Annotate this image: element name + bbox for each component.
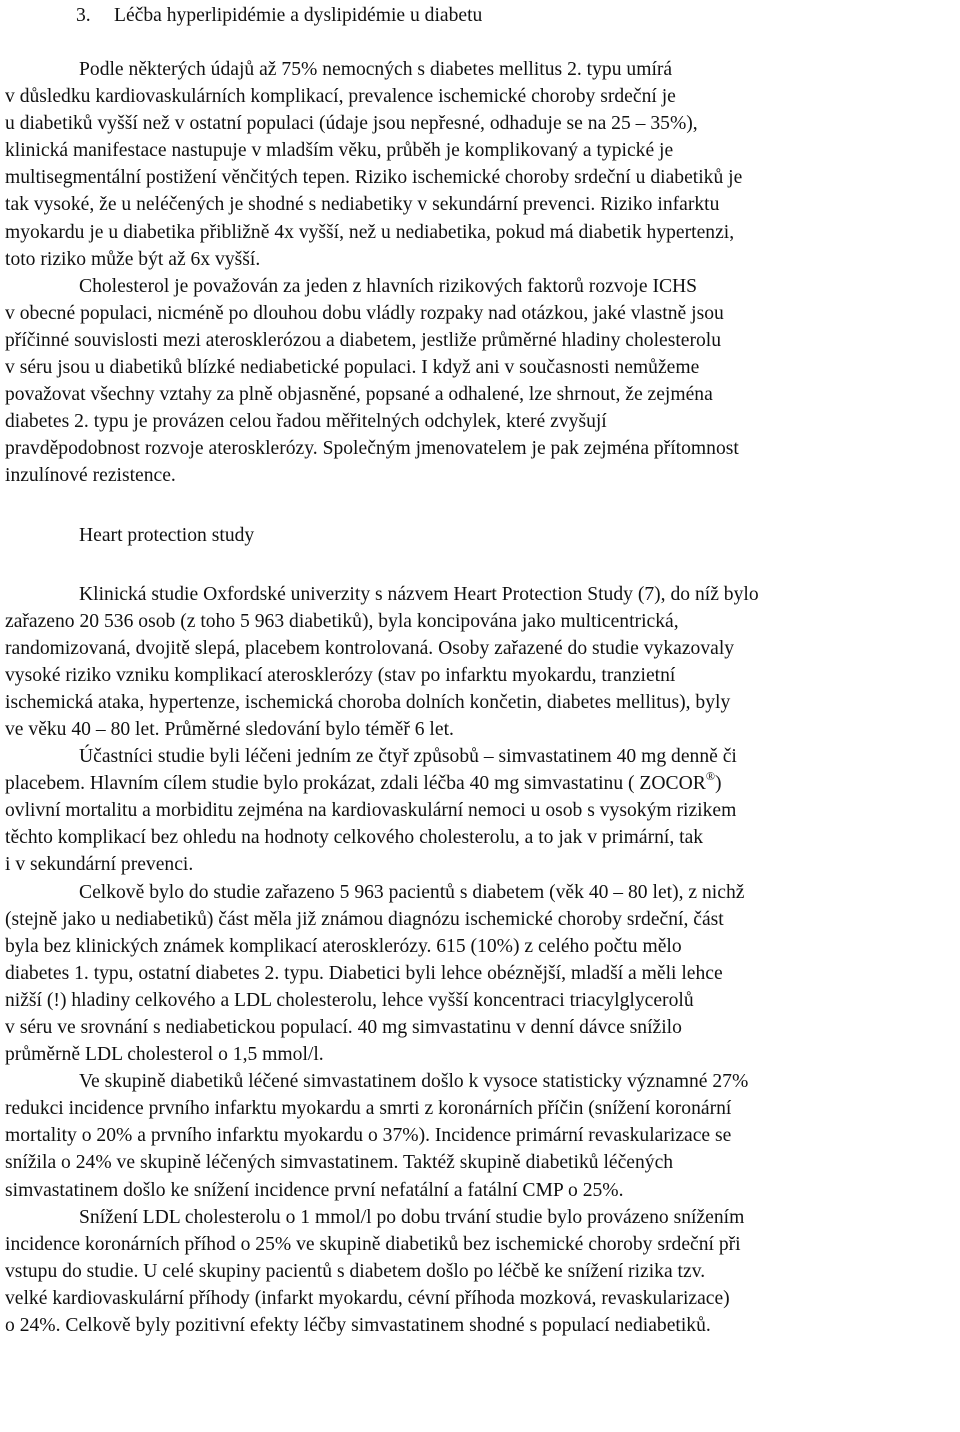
paragraph-line: příčinné souvislosti mezi aterosklerózou a diabetem, jestliže průměrné hladiny cholesterolu (5, 329, 722, 351)
paragraph-line: diabetes 1. typu, ostatní diabetes 2. typu. Diabetici byli lehce obéznější, mladší a měli lehce (5, 962, 723, 984)
paragraph-line: Cholesterol je považován za jeden z hlavních rizikových faktorů rozvoje ICHS (79, 275, 698, 297)
paragraph-line: vstupu do studie. U celé skupiny pacientů s diabetem došlo po léčbě ke snížení rizika tzv. (5, 1260, 706, 1282)
section-number: 3. (76, 5, 91, 26)
paragraph-line: mortality o 20% a prvního infarktu myokardu o 37%). Incidence primární revaskularizace se (5, 1125, 732, 1147)
paragraph-line: snížila o 24% ve skupině léčených simvastatinem. Taktéž skupině diabetiků léčených (5, 1152, 674, 1174)
paragraph-line: incidence koronárních příhod o 25% ve skupině diabetiků bez ischemické choroby srdeční při (5, 1233, 741, 1255)
paragraph-line: Klinická studie Oxfordské univerzity s názvem Heart Protection Study (7), do níž bylo (79, 583, 759, 605)
paragraph-line: pravděpodobnost rozvoje aterosklerózy. Společným jmenovatelem je pak zejména přítomnost (5, 438, 739, 460)
trademark-symbol: ® (705, 769, 715, 784)
paragraph-line: simvastatinem došlo ke snížení incidence první nefatální a fatální CMP o 25%. (5, 1179, 624, 1201)
paragraph-line: v důsledku kardiovaskulárních komplikací, prevalence ischemické choroby srdeční je (5, 86, 676, 108)
paragraph-line: velké kardiovaskulární příhody (infarkt myokardu, cévní příhoda mozková, revaskularizace) (5, 1287, 730, 1309)
paragraph-line: zařazeno 20 536 osob (z toho 5 963 diabetiků), byla koncipována jako multicentrická, (5, 610, 679, 632)
paragraph-line: multisegmentální postižení věnčitých tepen. Riziko ischemické choroby srdeční u diabetiků je (5, 167, 743, 189)
paragraph-line: i v sekundární prevenci. (5, 854, 194, 876)
section-heading (5, 0, 953, 29)
paragraph-line: randomizovaná, dvojitě slepá, placebem kontrolovaná. Osoby zařazené do studie vykazovaly (5, 637, 735, 659)
paragraph-line: v séru jsou u diabetiků blízké nediabetické populaci. I když ani v současnosti nemůžeme (5, 357, 700, 379)
subheading-heart-protection-study: Heart protection study (79, 524, 255, 546)
paragraph-line: toto riziko může být až 6x vyšší. (5, 248, 261, 270)
paragraph-line: redukci incidence prvního infarktu myokardu a smrti z koronárních příčin (snížení koronární (5, 1098, 732, 1120)
paragraph-line: nižší (!) hladiny celkového a LDL cholesterolu, lehce vyšší koncentraci triacylglycerolů (5, 989, 694, 1011)
zocor-text: placebem. Hlavním cílem studie bylo prokázat, zdali léčba 40 mg simvastatinu ( ZOCOR (5, 773, 706, 795)
paragraph-line-zocor (5, 770, 953, 797)
paragraph-line: myokardu je u diabetika přibližně 4x vyšší, než u nediabetika, pokud má diabetik hypertenzi, (5, 221, 735, 243)
paragraph-line: diabetes 2. typu je provázen celou řadou měřitelných odchylek, které zvyšují (5, 411, 607, 433)
paragraph-line: Celkově bylo do studie zařazeno 5 963 pacientů s diabetem (věk 40 – 80 let), z nichž (79, 881, 745, 903)
paragraph-line: Snížení LDL cholesterolu o 1 mmol/l po dobu trvání studie bylo provázeno snížením (79, 1206, 745, 1228)
intro-paragraph (5, 56, 953, 273)
paragraph-line: Účastníci studie byli léčeni jedním ze čtyř způsobů – simvastatinem 40 mg denně či (79, 746, 737, 768)
paragraph-line: o 24%. Celkově byly pozitivní efekty léčby simvastatinem shodné s populací nediabetiků. (5, 1315, 711, 1337)
paragraph-line: v obecné populaci, nicméně po dlouhou dobu vládly rozpaky nad otázkou, jaké vlastně jsou (5, 302, 724, 324)
hps-paragraph-2 (5, 743, 953, 878)
closing-paren: ) (714, 773, 722, 795)
paragraph-line: tak vysoké, že u neléčených je shodné s nediabetiky v sekundární prevenci. Riziko infarktu (5, 194, 720, 216)
paragraph-line: vysoké riziko vzniku komplikací aterosklerózy (stav po infarktu myokardu, tranzietní (5, 664, 676, 686)
hps-paragraph-5 (5, 1204, 953, 1339)
cholesterol-paragraph (5, 273, 953, 490)
paragraph-line: klinická manifestace nastupuje v mladším věku, průběh je komplikovaný a typické je (5, 140, 674, 162)
section-title: Léčba hyperlipidémie a dyslipidémie u diabetu (114, 5, 483, 26)
paragraph-line: inzulínové rezistence. (5, 465, 176, 487)
hps-paragraph-1 (5, 581, 953, 744)
paragraph-line: Ve skupině diabetiků léčené simvastatinem došlo k vysoce statisticky významné 27% (79, 1071, 749, 1093)
hps-paragraph-4 (5, 1068, 953, 1203)
paragraph-line: u diabetiků vyšší než v ostatní populaci (údaje jsou nepřesné, odhaduje se na 25 – 35%), (5, 113, 698, 135)
paragraph-line: těchto komplikací bez ohledu na hodnoty celkového cholesterolu, a to jak v primární, tak (5, 827, 704, 849)
paragraph-line: ovlivní mortalitu a morbiditu zejména na kardiovaskulární nemoci u osob s vysokým rizikem (5, 800, 737, 822)
paragraph-line: byla bez klinických známek komplikací aterosklerózy. 615 (10%) z celého počtu mělo (5, 935, 682, 957)
paragraph-line: (stejně jako u nediabetiků) část měla již známou diagnózu ischemické choroby srdeční, část (5, 908, 724, 930)
paragraph-line: Podle některých údajů až 75% nemocných s diabetes mellitus 2. typu umírá (79, 59, 673, 80)
hps-paragraph-3 (5, 879, 953, 1069)
paragraph-line: ischemická ataka, hypertenze, ischemická choroba dolních končetin, diabetes mellitus), byly (5, 691, 731, 713)
paragraph-line: průměrně LDL cholesterol o 1,5 mmol/l. (5, 1044, 324, 1066)
paragraph-line: v séru ve srovnání s nediabetickou populací. 40 mg simvastatinu v denní dávce snížilo (5, 1017, 682, 1038)
paragraph-line: považovat všechny vztahy za plně objasněné, popsané a odhalené, lze shrnout, že zejména (5, 384, 713, 406)
paragraph-line: ve věku 40 – 80 let. Průměrné sledování bylo téměř 6 let. (5, 718, 454, 740)
document-page (5, 0, 953, 1339)
